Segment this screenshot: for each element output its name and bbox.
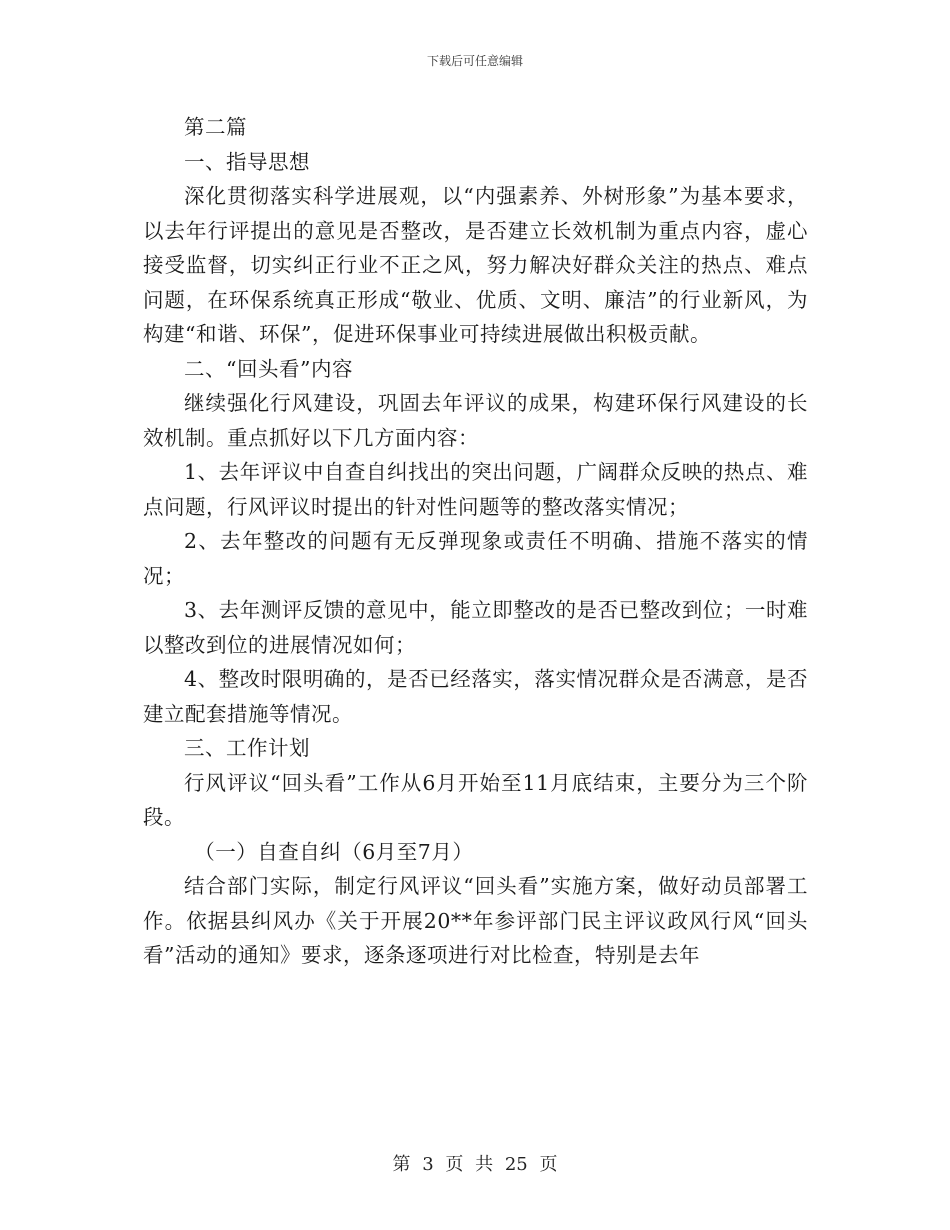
- paragraph-guiding-thought: 深化贯彻落实科学进展观，以“内强素养、外树形象”为基本要求，以去年行评提出的意见是否整改，是否建立长效机制为重点内容，虚心接受监督，切实纠正行业不正之风，努力解决好群众关注的热点、难点问题，在环保系统真正形成“敬业、优质、文明、廉洁”的行业新风，为构建“和谐、环保”，促进环保事业可持续进展做出积极贡献。: [143, 184, 808, 346]
- list-item-1: 1、去年评议中自查自纠找出的突出问题，广阔群众反映的热点、难点问题，行风评议时提出的针对性问题等的整改落实情况；: [143, 460, 808, 519]
- paragraph-review-intro: 继续强化行风建设，巩固去年评议的成果，构建环保行风建设的长效机制。重点抓好以下几方面内容：: [143, 391, 808, 450]
- heading-review-content: 二、“回头看”内容: [184, 356, 353, 381]
- list-item-3: 3、去年测评反馈的意见中，能立即整改的是否已整改到位；一时难以整改到位的进展情况如何；: [143, 598, 808, 657]
- page-header: 下载后可任意编辑: [426, 54, 523, 68]
- section-title: 第二篇: [184, 115, 247, 139]
- list-item-4: 4、整改时限明确的，是否已经落实，落实情况群众是否满意，是否建立配套措施等情况。: [143, 667, 808, 726]
- document-body: [143, 110, 808, 973]
- heading-work-plan: 三、工作计划: [184, 736, 310, 760]
- page-footer: 第 3 页 共 25 页: [392, 1154, 558, 1175]
- paragraph-self-check: 结合部门实际，制定行风评议“回头看”实施方案，做好动员部署工作。依据县纠风办《关于开展20**年参评部门民主评议政风行风“回头看”活动的通知》要求，逐条逐项进行对比检查，特别是去年: [143, 874, 808, 967]
- subheading-self-check: （一）自查自纠（6月至7月）: [194, 839, 474, 864]
- heading-guiding-thought: 一、指导思想: [184, 149, 310, 174]
- list-item-2: 2、去年整改的问题有无反弹现象或责任不明确、措施不落实的情况；: [143, 529, 808, 588]
- paragraph-work-plan: 行风评议“回头看”工作从6月开始至11月底结束，主要分为三个阶段。: [143, 770, 808, 829]
